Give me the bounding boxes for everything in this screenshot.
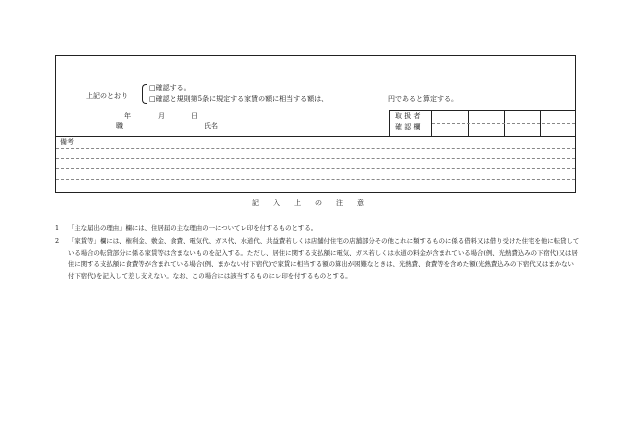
handler-cell-dashed-divider <box>432 123 575 124</box>
handler-label-left-border <box>389 110 390 136</box>
confirm-label: 上記のとおり <box>86 92 128 100</box>
form-divider-line <box>55 136 576 137</box>
notes-heading: 記入上の注意 <box>252 199 378 207</box>
remarks-line <box>56 168 575 169</box>
note-number: 1 <box>55 224 60 232</box>
handler-label-line2: 確 認 欄 <box>395 123 421 131</box>
remarks-line <box>56 158 575 159</box>
remarks-line <box>56 148 575 149</box>
official-title-label: 職 <box>116 122 123 130</box>
option-brace <box>142 84 147 104</box>
handler-label-line1: 取 扱 者 <box>395 112 421 120</box>
confirm-with-rent-option-checkbox[interactable]: □確認と規則第5条に規定する家賃の額に相当する額は、 <box>149 95 329 103</box>
date-day: 日 <box>191 112 198 120</box>
note-item-2 <box>55 236 580 282</box>
confirmation-form-box <box>55 55 576 193</box>
remarks-line <box>56 179 575 180</box>
date-month: 月 <box>158 112 165 120</box>
note-text: 「家賃等」欄には、権利金、敷金、食費、電気代、ガス代、水道代、共益費若しくは店舗付住宅の店舗部分その他これに類するものに係る借料又は借り受けた住宅を他に転貸している場合の転貸部分に係る家賃等は含まないものを記入する。ただし、居住に関する支払額に電気、ガス若しくは水道の料金が含まれている場合(例、光熱費込みの下宿代)又は居住に関する支払額に食費等が含まれている場合(例、まかない付下宿代)で家賃に相当する額の算出が困難なときは、光熱費、食費等を含めた額(光熱費込みの下宿代又はまかない付下宿代)を記入して差し支えない。なお、この場合には該当するものにレ印を付するものとする。 <box>68 237 580 280</box>
confirm-option-checkbox[interactable]: □確認する。 <box>149 84 191 92</box>
note-text: 「主な届出の理由」欄には、住居届の主な理由の一についてレ印を付するものとする。 <box>68 224 318 232</box>
official-name-label: 氏名 <box>204 122 218 130</box>
note-item-1 <box>55 223 580 235</box>
date-year: 年 <box>124 112 131 120</box>
remarks-label: 備考 <box>60 138 74 146</box>
note-number: 2 <box>55 237 60 245</box>
rent-amount-suffix: 円であると算定する。 <box>388 95 458 103</box>
handler-row-divider <box>389 110 576 111</box>
